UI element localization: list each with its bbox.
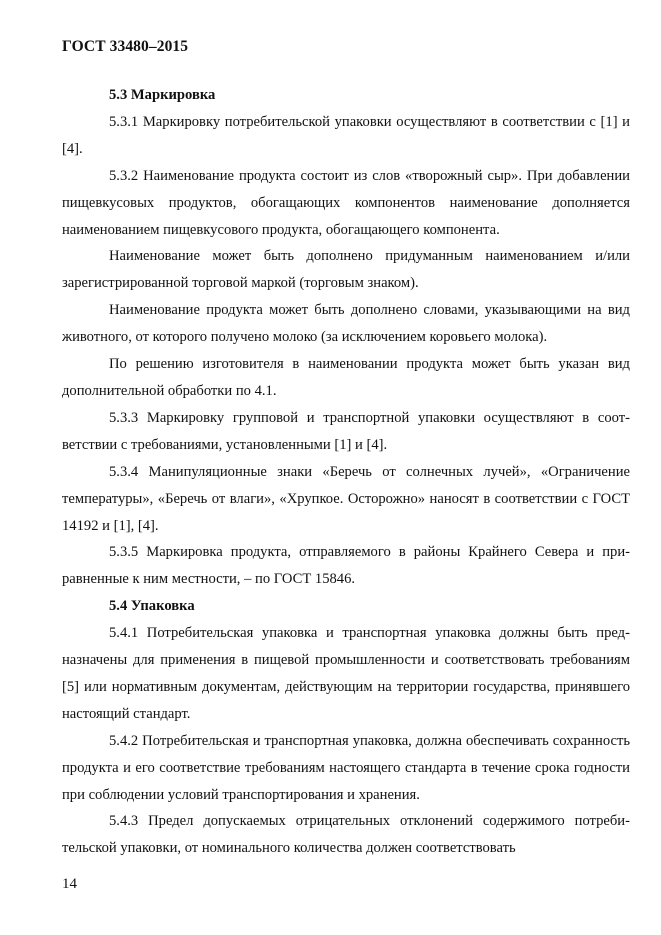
paragraph-5-4-3: 5.4.3 Предел допускаемых отрицательных отклонений содержимого потребительской упаковки, от номинального количества должен соответствовать — [62, 813, 630, 857]
paragraph-5-3-3: 5.3.3 Маркировку групповой и транспортной упаковки осуществляют в соответствии с требованиями, установленными [1] и [4]. — [62, 409, 630, 453]
paragraph-5-3-2: 5.3.2 Наименование продукта состоит из слов «творожный сыр». При добавлении пищевкусовых продуктов, обогащающих компонентов наименование дополняется наименованием пищевкусового продукта, обогащающего компонента. — [62, 167, 630, 238]
page-number: 14 — [62, 876, 77, 892]
paragraph-5-3-1: 5.3.1 Маркировку потребительской упаковки осуществляют в соответствии с [1] и [4]. — [62, 113, 630, 157]
section-heading-marking: 5.3 Маркировка — [109, 87, 216, 103]
document-body — [62, 82, 630, 862]
paragraph-5-3-4: 5.3.4 Манипуляционные знаки «Беречь от солнечных лучей», «Ограничение температуры», «Беречь от влаги», «Хрупкое. Осторожно» наносят в соответствии с ГОСТ 14192 и [1], [4]. — [62, 463, 630, 534]
paragraph-5-3-5: 5.3.5 Маркировка продукта, отправляемого в районы Крайнего Севера и приравненные к ним местности, – по ГОСТ 15846. — [62, 544, 630, 588]
paragraph-name-invented: Наименование может быть дополнено придуманным наименованием и/или зарегистрированной торговой маркой (торговым знаком). — [62, 248, 630, 292]
paragraph-name-animal: Наименование продукта может быть дополнено словами, указывающими на вид животного, от которого получено молоко (за исключением коровьего молока). — [62, 302, 630, 346]
paragraph-5-4-2: 5.4.2 Потребительская и транспортная упаковка, должна обеспечивать сохранность продукта и его соответствие требованиям настоящего стандарта в течение срока годности при соблюдении условий транспортирования и хранения. — [62, 732, 630, 803]
paragraph-5-4-1: 5.4.1 Потребительская упаковка и транспортная упаковка должны быть предназначены для применения в пищевой промышленности и соответствовать требованиям [5] или нормативным документам, действующим на территории государства, принявшего настоящий стандарт. — [62, 625, 630, 722]
document-standard-code: ГОСТ 33480–2015 — [62, 38, 189, 55]
paragraph-name-processing: По решению изготовителя в наименовании продукта может быть указан вид дополнительной обработки по 4.1. — [62, 356, 630, 399]
section-heading-packaging: 5.4 Упаковка — [109, 598, 195, 615]
